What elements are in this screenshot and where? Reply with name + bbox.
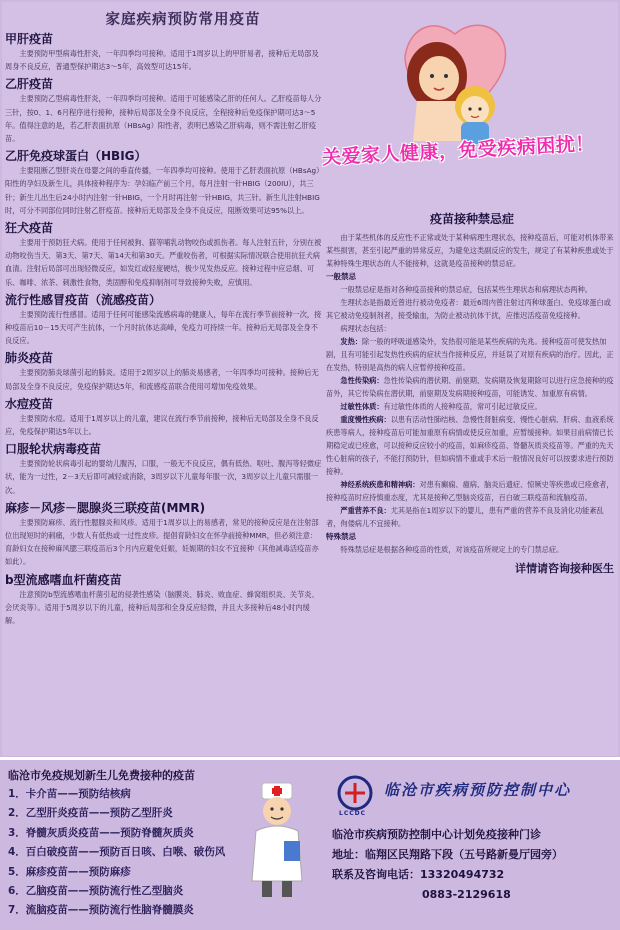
contraindication-item xyxy=(326,478,618,504)
contraindication-text: 对患有癫痫、癔病、脑炎后遗症、惊厥史等疾患或已痊愈者，接种疫苗时应持慎重态度，尤其是接种乙型脑炎疫苗，百白破三联疫苗和流脑疫苗。 xyxy=(326,480,614,502)
section-heading: 肺炎疫苗 xyxy=(5,351,54,366)
special-contraindication-heading: 特殊禁忌 xyxy=(326,532,356,541)
contraindication-text: 以患有活动性肺结核、急慢性肾脏病变、慢性心脏病、肝病、血液系统疾患等病人，接种疫苗后可能加重原有病情或使反应加重，应暂缓接种。如果目前病情已长期稳定或已痊愈，可以接种反应较小的疫苗，如麻疹疫苗、脊髓灰质炎疫苗等。严重的先天性心脏病的孩子，不能打预防针，但如病情不重或手术后一般情况良好可以按要求进行预防接种。 xyxy=(326,415,614,476)
contraindication-item xyxy=(326,504,618,530)
phone-mobile: 联系及咨询电话：13320494732 xyxy=(332,868,505,881)
page-title: 家庭疾病预防常用疫苗 xyxy=(105,12,261,28)
section-text: 主要预防水痘。适用于1周岁以上的儿童，建议在流行季节前接种，接种后无局部及全身不良反应，免疫保护期达5年以上。 xyxy=(5,413,319,437)
doctor-illustration xyxy=(242,781,312,901)
contraindication-label: 重度慢性疾病： xyxy=(340,415,391,424)
section-text: 主要预防流行性感冒。适用于任何可能感染流感病毒的健康人，每年在流行季节前接种一次，接种疫苗后10－15天可产生抗体，一个月时抗体达高峰，免疫力可持续一年。接种后无局部及全身不良反应。 xyxy=(5,309,322,346)
list-item: 1．卡介苗——预防结核病 xyxy=(8,788,131,800)
section-text: 主要用于预防狂犬病。使用于任何被狗、猫等哺乳动物咬伤或抓伤者。每人注射五针，分别在被动物咬伤当天、第3天、第7天、第14天和第30天。严重咬伤者，可根据实际情况联合使用抗狂犬病血清。注射后局部可出现轻微反应，如发红或轻度硬结，极少见发热反应。接种过程中应忌烟、可乐、咖啡、浓茶、刺激性食物，类固醇和免疫抑制剂可导致接种失败，应慎用。 xyxy=(5,238,322,287)
section-text: 主要预防肺炎球菌引起的肺炎。适用于2周岁以上的肺炎易感者，一年四季均可接种。接种后无局部及全身不良反应，免疫保护期达5年，和流感疫苗联合使用可增加免疫效果。 xyxy=(5,368,319,391)
contraindication-text: 有过敏性体质的人接种疫苗，常可引起过敏反应。 xyxy=(383,402,542,411)
special-contraindication-text: 特殊禁忌症是根据各种疫苗的性质，对该疫苗所规定上的专门禁忌症。 xyxy=(340,545,564,554)
section-heading: 乙肝免疫球蛋白（HBIG） xyxy=(5,149,147,164)
section-heading: 乙肝疫苗 xyxy=(5,77,54,92)
section-heading: b型流感嗜血杆菌疫苗 xyxy=(5,572,122,587)
contraindication-items xyxy=(326,335,618,530)
contraindication-label: 严重营养不良： xyxy=(340,506,391,515)
contraindication-text: 尤其是指在1周岁以下的婴儿，患有严重的营养不良及消化功能紊乱者，佝偻病儿不宜接种。 xyxy=(326,506,604,528)
physiological-state-text: 生理状态是指最近曾进行被动免疫者：最近6周内曾注射过丙种球蛋白、免疫球蛋白或其它被动免疫制剂者，接受输血，为防止被动抗体干扰，应推迟活疫苗免疫接种。 xyxy=(326,298,611,320)
contact-info xyxy=(332,825,563,905)
pathological-state-heading: 病理状态包括： xyxy=(340,324,391,333)
clinic-name: 临沧市疾病预防控制中心计划免疫接种门诊 xyxy=(332,828,541,841)
slogan: 关爱家人健康，免受疾病困扰！ xyxy=(321,132,596,169)
free-vaccine-title: 临沧市免疫规划新生儿免费接种的疫苗 xyxy=(8,769,195,782)
section-text: 主要预防乙型病毒性肝炎，一年四季均可接种。适用于可能感染乙肝的任何人。乙肝疫苗每人分三针，按0、1、6月程序进行接种，接种后局部及全身不良反应，全程接种后免疫保护期可达3～5年。值得注意的是，若乙肝表面抗原（HBsAg）阳性者，表明已感染乙肝病毒，则不需注射乙肝疫苗。 xyxy=(5,94,322,144)
bottom-panel xyxy=(2,761,618,928)
phone-landline: 0883-2129618 xyxy=(422,888,511,901)
mother-child-illustration xyxy=(335,6,618,206)
list-item: 5．麻疹疫苗——预防麻疹 xyxy=(8,865,131,878)
section-text: 主要预防轮状病毒引起的婴幼儿腹泻，口服，一般无不良反应，偶有低热、呕吐、腹泻等轻微症状，能为一过性，2－3天后即可减轻或消除，3周岁以下儿童每年服一次，3周岁以上儿童只需服一次。 xyxy=(5,459,322,495)
contraindication-item xyxy=(326,374,618,400)
section-heading: 麻疹－风疹－腮腺炎三联疫苗(MMR) xyxy=(5,500,206,515)
section-text: 主要阻断乙型肝炎在母婴之间的垂直传播，一年四季均可接种。使用于乙肝表面抗原（HBsAg）阳性的孕妇及新生儿，具体接种程序为：孕妇临产前三个月，每月注射一针HBIG（200IU），共三针；新生儿出生后24小时内注射一针HBIG，一个月时再注射一针HBIG，共三针。新生儿注射HBIG时，可分不同部位同时注射乙肝疫苗。接种后无局部及全身不良反应，阻断效果可达95%以上。 xyxy=(5,166,320,215)
contraindication-label: 过敏性体质： xyxy=(340,402,384,411)
contraindication-label: 急性传染病： xyxy=(340,376,384,385)
free-vaccine-list xyxy=(8,785,225,921)
list-item: 3．脊髓灰质炎疫苗——预防脊髓灰质炎 xyxy=(8,826,194,839)
section-divider xyxy=(0,757,620,760)
section-heading: 水痘疫苗 xyxy=(5,396,54,411)
contraindication-text: 除一般的呼吸道感染外，发热很可能是某些疾病的先兆。接种疫苗可使发热加剧，且有可能引起发热性疾病的症状当作接种反应，并延误了对原有疾病的治疗。因此，正在发热，特别是高热的病人应暂停接种疫苗。 xyxy=(326,337,614,372)
cdc-logo-icon xyxy=(335,775,375,815)
list-item: 6．乙脑疫苗——预防流行性乙型脑炎 xyxy=(8,885,184,898)
contraindication-label: 发热： xyxy=(340,337,362,346)
contraindication-title: 疫苗接种禁忌症 xyxy=(429,212,514,226)
section-heading: 狂犬疫苗 xyxy=(5,221,54,236)
list-item: 2．乙型肝炎疫苗——预防乙型肝炎 xyxy=(8,807,173,820)
vaccine-sections xyxy=(5,31,323,627)
section-text: 注意预防b型流感嗜血杆菌引起的侵袭性感染（脑膜炎、肺炎、败血症、蜂窝组织炎、关节炎、会厌炎等）。适用于5周岁以下的儿童，接种后局部和全身反应轻微，并且大多接种后48小时内缓解。 xyxy=(5,589,319,626)
general-contraindication-heading: 一般禁忌 xyxy=(326,272,356,281)
section-heading: 流行性感冒疫苗（流感疫苗） xyxy=(5,292,162,307)
contraindication-column xyxy=(326,210,618,576)
contraindication-item xyxy=(326,400,618,413)
contraindication-item xyxy=(326,413,618,478)
section-text: 主要预防甲型病毒性肝炎，一年四季均可接种。适用于1周岁以上的甲肝易者，接种后无局部及周身不良反应，普通型保护期达3～5年，高效型可达15年。 xyxy=(5,49,319,72)
contraindication-label: 神经系统疾患和精神病： xyxy=(340,480,420,489)
section-heading: 甲肝疫苗 xyxy=(5,32,54,46)
section-text: 主要预防麻疹、流行性腮腺炎和风疹。适用于1周岁以上的易感者，常见的接种反应是在注射部位出现短时的刺痛，少数人有低热或一过性皮疹。提倡育龄妇女在怀孕前接种MMR，但必须注意：育龄妇女在接种麻风腮三联疫苗后3个月内应避免妊娠，妊娠期的妇女不宜接种（其他减毒活疫苗亦如此）。 xyxy=(5,517,319,567)
contraindication-text: 急性传染病的潜伏期、前驱期、发病期及恢复期除可以进行应急接种的疫苗外，其它传染病在潜伏期，前驱期及发病期接种疫苗，可能诱发、加重原有病情。 xyxy=(326,376,614,398)
section-heading: 口服轮状病毒疫苗 xyxy=(5,442,102,457)
address: 地址：临翔区民翔路下段（五号路新曼厅园旁） xyxy=(332,848,563,861)
consult-doctor-note: 详情请咨询接种医生 xyxy=(515,562,614,575)
vaccine-intro-column xyxy=(5,8,323,627)
general-contraindication-text: 一般禁忌症是指对各种疫苗接种的禁忌症，包括某些生理状态和病理状态两种。 xyxy=(340,285,592,294)
contraindication-intro: 由于某些机体的反应性不正常或处于某种病理生理状态，接种疫苗后，可能对机体带来某些损害，甚至引起严重的异常反应，为避免这类副反应的发生，规定了有某种疾患或处于某种特殊生理状态的人不能接种，这就是疫苗接种的禁忌症。 xyxy=(326,233,614,268)
center-name: 临沧市疾病预防控制中心 xyxy=(384,781,572,799)
list-item: 7．流脑疫苗——预防流行性脑脊髓膜炎 xyxy=(8,904,194,917)
contraindication-item xyxy=(326,335,618,374)
cdc-logo-text: LCCDC xyxy=(339,810,367,817)
list-item: 4．百白破疫苗——预防百日咳、白喉、破伤风 xyxy=(8,846,226,859)
